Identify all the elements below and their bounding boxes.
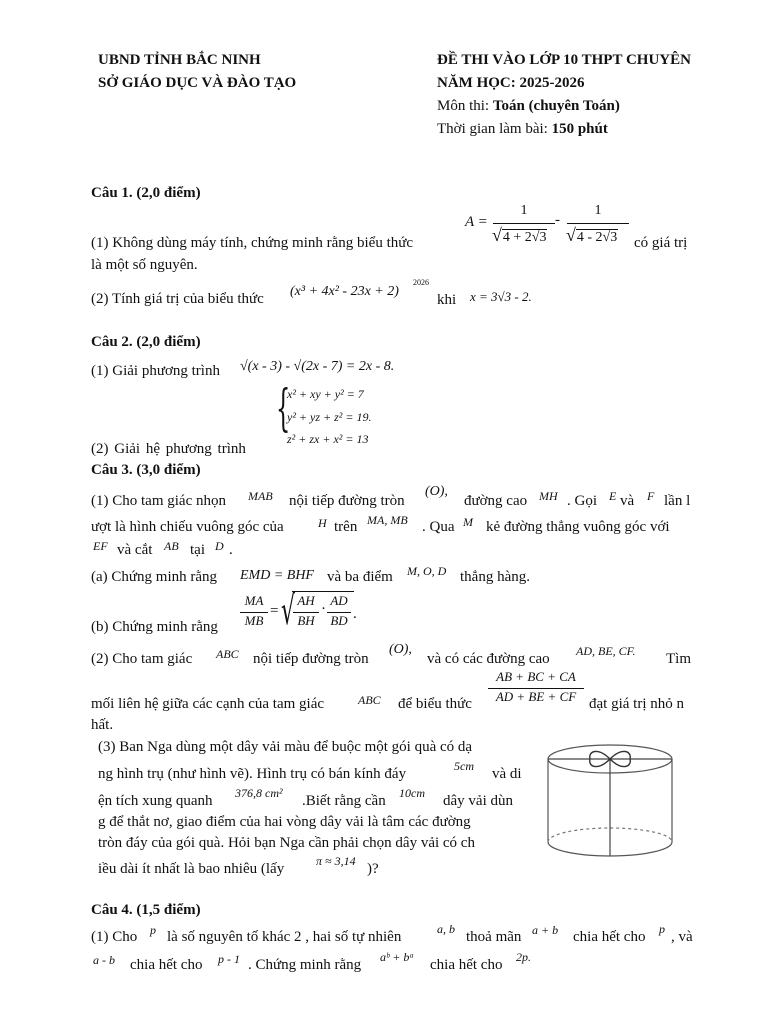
q3b-equals: =: [270, 603, 279, 619]
q4-line2-a: chia hết cho: [130, 957, 203, 973]
q4-line1-c: thoả mãn: [466, 929, 522, 945]
q3-segment-ab: AB: [164, 539, 179, 553]
q3-point-h: H: [318, 516, 327, 530]
q3-p3-line3-b: .Biết rằng cần: [302, 793, 386, 809]
q4-p-minus-1: p - 1: [218, 952, 240, 966]
q4-line2-c: chia hết cho: [430, 957, 503, 973]
exam-title: ĐỀ THI VÀO LỚP 10 THPT CHUYÊN: [437, 52, 691, 68]
q1-fraction-bar-1: [493, 223, 555, 224]
q3-point-f: F: [647, 489, 655, 503]
q4-line2-b: . Chứng minh rằng: [248, 957, 362, 973]
q3-line3-a: và cắt: [117, 542, 153, 558]
q3-p3-line1: (3) Ban Nga dùng một dây vải màu để buộc một gói quà có dạ: [98, 739, 473, 755]
q3-p3-line3-c: dây vải dùn: [443, 793, 513, 809]
q1-A-lhs: A =: [465, 214, 488, 230]
q3-p3-line6-b: )?: [367, 861, 379, 877]
school-year: NĂM HỌC: 2025-2026: [437, 75, 585, 91]
q1-den1: √4 + 2√3: [492, 225, 547, 245]
q4-line1-b: là số nguyên tố khác 2 , hai số tự nhiên: [167, 929, 402, 945]
q3-point-m: M: [463, 515, 473, 529]
q1-exponent: 2026: [413, 278, 429, 287]
q3-p3-line3-a: ện tích xung quanh: [98, 793, 213, 809]
q3-title: Câu 3. (3,0 điểm): [91, 462, 201, 478]
q1-polynomial: (x³ + 4x² - 23x + 2): [290, 284, 399, 299]
subject-line: Môn thi: Toán (chuyên Toán): [437, 98, 620, 114]
q1-part1-end: là một số nguyên.: [91, 257, 198, 273]
q1-title: Câu 1. (2,0 điểm): [91, 185, 201, 201]
q4-line1-d: chia hết cho: [573, 929, 646, 945]
time-line: Thời gian làm bài: 150 phút: [437, 121, 608, 137]
q1-fraction-bar-2: [567, 223, 629, 224]
q1-num2: 1: [594, 203, 602, 218]
q3b-ma: MA: [244, 593, 264, 608]
q3a-text: (a) Chứng minh rằng: [91, 569, 218, 585]
q2-title: Câu 2. (2,0 điểm): [91, 334, 201, 350]
q3-p3-line5: tròn đáy của gói quà. Hỏi bạn Nga cần phải chọn dây vải có ch: [98, 835, 475, 851]
q3b-ah: AH: [297, 593, 315, 608]
q1-khi: khi: [437, 292, 457, 308]
q3-line1-f: và: [620, 493, 635, 509]
q3b-mb: MB: [244, 613, 264, 628]
q3b-dot: ·: [321, 601, 326, 617]
q3-point-e: E: [609, 489, 617, 503]
q3-circle-o: (O),: [425, 484, 448, 499]
q3-line1-c: đường cao: [464, 493, 528, 509]
header-department: SỞ GIÁO DỤC VÀ ĐÀO TẠO: [98, 75, 297, 91]
q3-p2-line2-a: mối liên hệ giữa các cạnh của tam giác: [91, 696, 325, 712]
q1-part1-tail: có giá trị: [634, 235, 688, 251]
q3-p2-line2-c: đạt giá trị nhỏ n: [589, 696, 684, 712]
q3-p2-numerator: AB + BC + CA: [496, 669, 576, 684]
q4-sum: a + b: [532, 923, 559, 937]
q2-equation: √(x - 3) - √(2x - 7) = 2x - 8.: [240, 359, 395, 374]
q3-line2-b: trên: [334, 519, 358, 535]
q4-diff: a - b: [93, 953, 115, 967]
q3-line1-d: . Gọi: [567, 493, 597, 509]
q3-line2-c: . Qua: [422, 519, 455, 535]
q3-p2-c: và có các đường cao: [427, 651, 550, 667]
q3-p2-o: (O),: [389, 642, 412, 657]
q3-line3-b: tại: [190, 542, 205, 558]
q1-minus: -: [555, 212, 560, 228]
q2-part2-text: (2) Giải hệ phương trình: [91, 441, 246, 457]
q3-p3-length: 10cm: [399, 786, 425, 800]
q4-line1-e: , và: [671, 929, 693, 945]
q1-num1: 1: [520, 203, 528, 218]
q3-triangle-mab: MAB: [248, 489, 273, 503]
q2-part1-text: (1) Giải phương trình: [91, 363, 220, 379]
q3-p2-a: (2) Cho tam giác: [91, 651, 193, 667]
q4-power-sum: aᵇ + bᵃ: [380, 950, 415, 964]
q3a-mid: và ba điểm: [327, 569, 393, 585]
subject-value: Toán (chuyên Toán): [492, 98, 620, 114]
q1-part2-text: (2) Tính giá trị của biểu thức: [91, 291, 264, 307]
q3-p3-pi: π ≈ 3,14: [316, 854, 356, 868]
q4-p2: p: [659, 922, 665, 936]
q3-segment-ef: EF: [93, 539, 108, 553]
q3b-bh: BH: [297, 613, 315, 628]
q3b-text: (b) Chứng minh rằng: [91, 619, 218, 635]
q3-p2-altitudes: AD, BE, CF.: [576, 644, 636, 658]
q3-p2-line3: hất.: [91, 717, 114, 733]
q2-system-eq3: z² + zx + x² = 13: [287, 432, 369, 446]
q1-den2: √4 - 2√3: [566, 225, 618, 245]
q3-p3-radius: 5cm: [454, 759, 474, 773]
q3-p3-line4: g để thắt nơ, giao điểm của hai vòng dây vải là tâm các đường: [98, 814, 471, 830]
q3-p2-abc: ABC: [216, 647, 239, 661]
q3a-points: M, O, D: [407, 564, 447, 578]
cylinder-gift-figure: [540, 737, 680, 867]
q3-point-d: D: [215, 539, 224, 553]
q3-p3-line6-a: iều dài ít nhất là bao nhiêu (lấy: [98, 861, 285, 877]
q3-line1-g: lần l: [664, 493, 691, 509]
q3-p3-line2-a: ng hình trụ (như hình vẽ). Hình trụ có bán kính đáy: [98, 766, 407, 782]
q3-sides-ma-mb: MA, MB: [367, 513, 408, 527]
q3-line2-d: kẻ đường thẳng vuông góc với: [486, 519, 670, 535]
q3-line3-dot: .: [229, 542, 233, 558]
q3-line1-b: nội tiếp đường tròn: [289, 493, 405, 509]
q1-x-value: x = 3√3 - 2.: [470, 289, 532, 304]
header-province: UBND TỈNH BẮC NINH: [98, 52, 261, 68]
q3a-end: thẳng hàng.: [460, 569, 530, 585]
q4-title: Câu 4. (1,5 điểm): [91, 902, 201, 918]
q3-p2-denominator: AD + BE + CF: [495, 689, 577, 704]
q4-p: p: [150, 923, 156, 937]
q2-system-brace: {: [276, 379, 291, 437]
q4-line1-a: (1) Cho: [91, 929, 138, 945]
q4-ab: a, b: [437, 922, 455, 936]
q2-system-eq2: y² + yz + z² = 19.: [287, 410, 372, 424]
q3b-radical-icon: √: [281, 588, 296, 634]
q4-2p: 2p.: [516, 950, 531, 964]
q1-part1-text: (1) Không dùng máy tính, chứng minh rằng biểu thức: [91, 235, 414, 251]
q3-p3-area: 376,8 cm²: [235, 786, 283, 800]
q3-p2-abc2: ABC: [358, 693, 381, 707]
q3-p2-b: nội tiếp đường tròn: [253, 651, 369, 667]
q3-line1: (1) Cho tam giác nhọn: [91, 493, 226, 509]
q3-p3-line2-b: và di: [492, 766, 522, 782]
q3-p2-line2-b: để biểu thức: [398, 696, 472, 712]
q3-p2-d: Tìm: [666, 651, 691, 667]
q3b-period: .: [353, 606, 357, 622]
q3b-ad: AD: [330, 593, 348, 608]
q3-line2-a: ượt là hình chiếu vuông góc của: [91, 519, 284, 535]
q3b-bd: BD: [330, 613, 348, 628]
time-value: 150 phút: [551, 121, 608, 137]
q3-altitude-mh: MH: [539, 489, 558, 503]
q3b-radical-bar: [292, 591, 354, 592]
q2-system-eq1: x² + xy + y² = 7: [287, 387, 364, 401]
q3a-angle-equation: EMD = BHF: [240, 568, 314, 583]
